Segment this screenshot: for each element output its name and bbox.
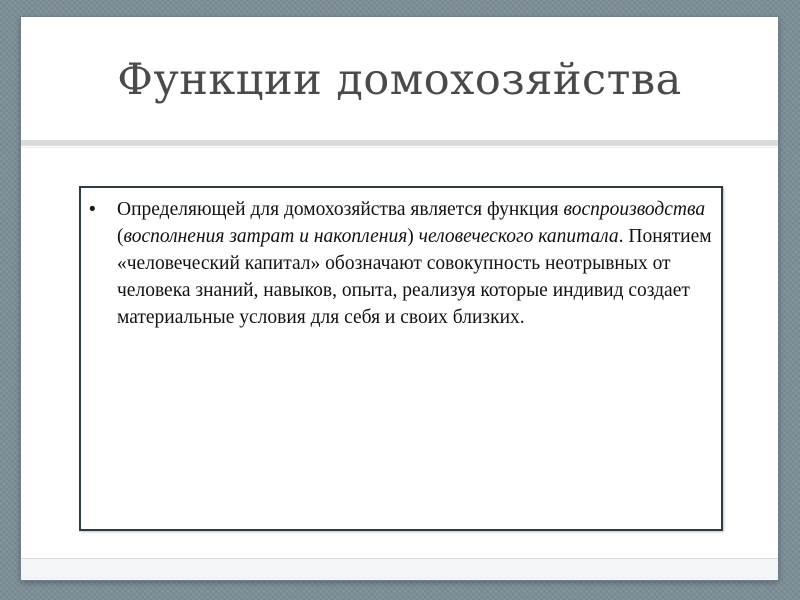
bullet-text-italic: воспроизводства [563,199,706,220]
bullet-text-part: ( [117,226,124,247]
bullet-text-part: ) [407,226,419,247]
bullet-text-part: Определяющей для домохозяйства является функция [117,199,564,220]
bullet-text [117,196,713,331]
slide-title: Функции домохозяйства [117,55,682,105]
bullet-text-part: . Понятием «человеческий капитал» обозначают совокупность неотрывных от человека знаний, навыков, опыта, реализуя которые индивид создает материальные условия для себя и своих близких. [117,226,712,328]
content-text-box [79,186,723,531]
bullet-icon: • [89,199,96,220]
footer-band [21,559,778,580]
title-divider-line [21,147,778,148]
bullet-text-italic: восполнения затрат и накопления [123,226,408,247]
bullet-text-italic: человеческого капитала [418,226,619,247]
title-divider-band [21,140,778,146]
title-area [21,17,778,140]
slide [21,17,778,580]
